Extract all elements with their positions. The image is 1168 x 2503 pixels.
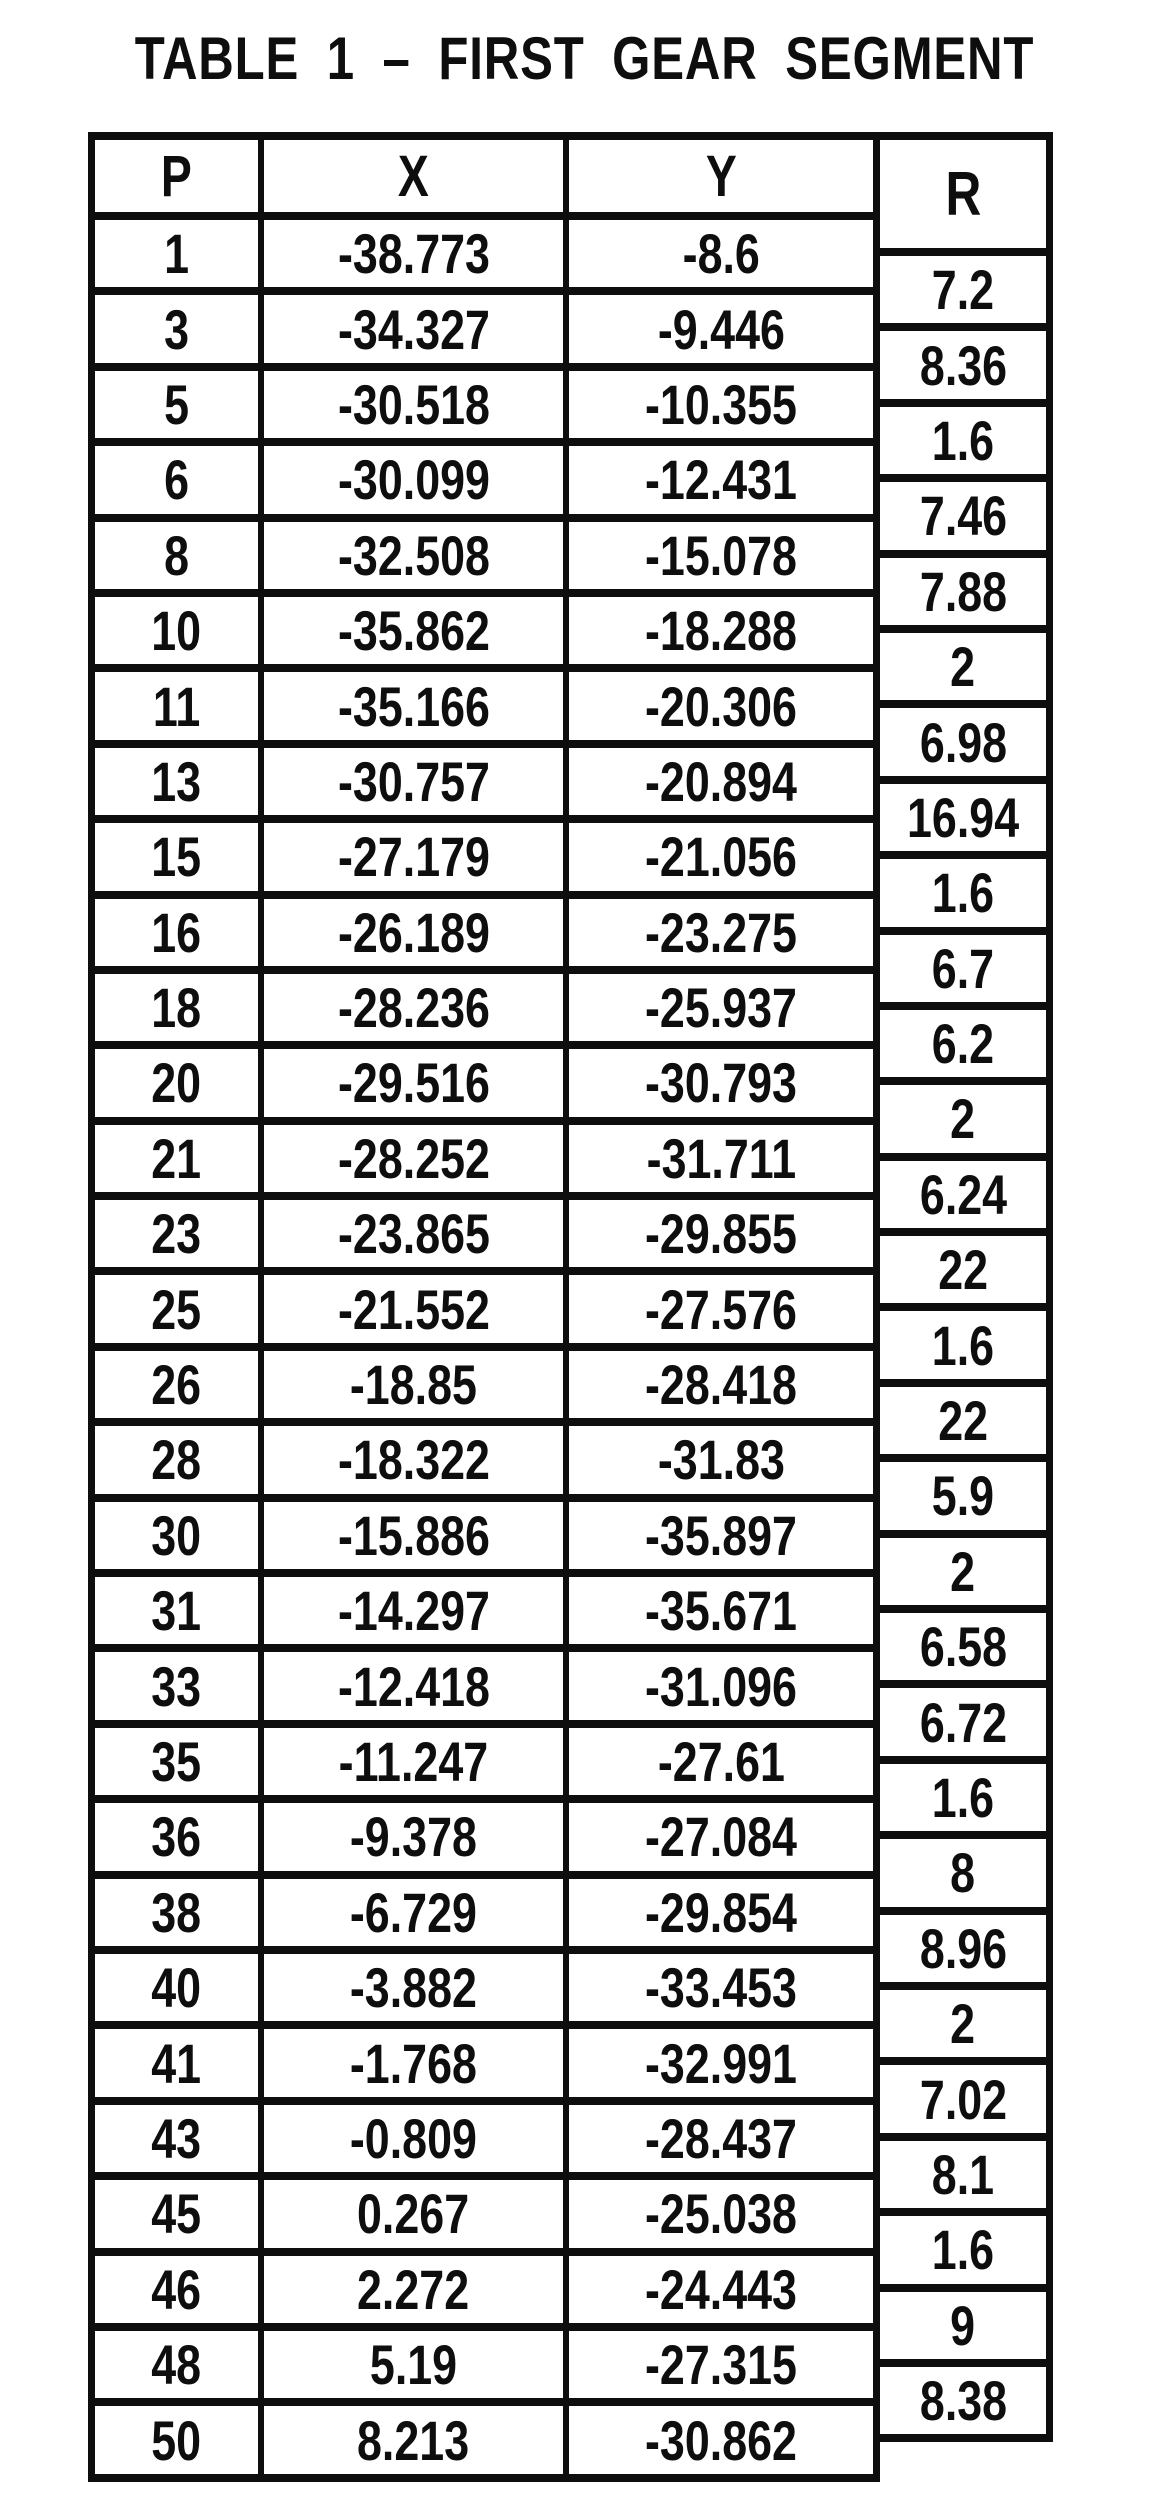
r-cell-value: 6.24 [919, 1162, 1007, 1226]
r-cell-value: 6.58 [919, 1615, 1007, 1679]
cell-p [95, 974, 264, 1041]
table-row [95, 2097, 873, 2172]
cell-p [95, 899, 264, 966]
table-row [95, 664, 873, 739]
table-row [95, 589, 873, 664]
cell-y-value: -29.854 [645, 1880, 797, 1944]
cell-y [569, 1502, 873, 1569]
cell-y [569, 2331, 873, 2398]
cell-y-value: -27.084 [645, 1805, 797, 1869]
cell-x [264, 2180, 569, 2247]
r-cell-value: 2 [950, 1539, 976, 1603]
cell-x [264, 899, 569, 966]
cell-p [95, 522, 264, 589]
r-cell [873, 1688, 1053, 1763]
r-cell [873, 1538, 1053, 1613]
r-cell-value: 7.46 [919, 484, 1007, 548]
table-row [95, 1644, 873, 1719]
cell-y-value: -10.355 [645, 372, 797, 436]
cell-x [264, 672, 569, 739]
cell-p-value: 5 [164, 372, 189, 436]
cell-p-value: 26 [151, 1353, 202, 1417]
table-row [95, 1494, 873, 1569]
cell-y [569, 1803, 873, 1870]
cell-p-value: 36 [151, 1805, 202, 1869]
cell-y [569, 823, 873, 890]
r-cell-value: 7.88 [919, 559, 1007, 623]
cell-p-value: 50 [151, 2408, 202, 2472]
cell-x-value: -27.179 [337, 825, 490, 889]
r-cell-value: 1.6 [931, 1313, 995, 1377]
cell-x-value: -30.099 [337, 448, 490, 512]
r-cell [873, 256, 1053, 331]
table-title-text: TABLE 1 – FIRST GEAR SEGMENT [134, 25, 1034, 92]
cell-x-value: -26.189 [337, 900, 490, 964]
cell-y [569, 2029, 873, 2096]
cell-x-value: 8.213 [357, 2408, 470, 2472]
table-row [95, 212, 873, 287]
table-row [95, 891, 873, 966]
r-cell-value: 8.1 [931, 2142, 995, 2206]
table-row [95, 438, 873, 513]
cell-p [95, 1502, 264, 1569]
cell-p-value: 23 [151, 1202, 202, 1266]
cell-y-value: -29.855 [645, 1202, 797, 1266]
table-row [95, 1946, 873, 2021]
cell-y-value: -32.991 [645, 2031, 797, 2095]
cell-p [95, 1275, 264, 1342]
cell-x [264, 446, 569, 513]
r-cell-value: 1.6 [931, 2218, 995, 2282]
cell-x [264, 597, 569, 664]
col-header-p [95, 140, 264, 212]
cell-y [569, 899, 873, 966]
cell-x [264, 1426, 569, 1493]
cell-y-value: -31.83 [657, 1428, 785, 1492]
cell-x-value: -28.252 [337, 1126, 490, 1190]
cell-p-value: 6 [164, 448, 189, 512]
cell-y [569, 522, 873, 589]
cell-p [95, 1803, 264, 1870]
r-cell [873, 935, 1053, 1010]
table-row [95, 1569, 873, 1644]
cell-y [569, 1577, 873, 1644]
cell-p-value: 18 [151, 976, 202, 1040]
cell-p [95, 2029, 264, 2096]
cell-p [95, 1577, 264, 1644]
cell-x [264, 1954, 569, 2021]
cell-y [569, 1954, 873, 2021]
cell-y-value: -28.437 [645, 2106, 797, 2170]
table-title [0, 24, 1168, 93]
cell-y-value: -24.443 [645, 2257, 797, 2321]
cell-p [95, 1125, 264, 1192]
cell-y [569, 2105, 873, 2172]
r-cell [873, 1915, 1053, 1990]
col-header-y-label: Y [705, 143, 737, 209]
r-cell [873, 482, 1053, 557]
cell-p-value: 1 [164, 222, 189, 286]
cell-x-value: -35.166 [337, 674, 490, 738]
r-cell [873, 2292, 1053, 2367]
cell-x [264, 1803, 569, 1870]
r-cell [873, 1085, 1053, 1160]
r-cell [873, 1462, 1053, 1537]
cell-p-value: 13 [151, 749, 202, 813]
r-cell [873, 1010, 1053, 1085]
r-cell-value: 7.02 [919, 2067, 1007, 2131]
r-cell [873, 1764, 1053, 1839]
r-cell [873, 708, 1053, 783]
cell-y [569, 446, 873, 513]
cell-p-value: 46 [151, 2257, 202, 2321]
cell-y-value: -21.056 [645, 825, 797, 889]
cell-x [264, 2105, 569, 2172]
cell-x-value: -12.418 [337, 1654, 490, 1718]
cell-x-value: -9.378 [349, 1805, 478, 1869]
cell-x [264, 2256, 569, 2323]
cell-x-value: -23.865 [337, 1202, 490, 1266]
table-row [95, 1795, 873, 1870]
cell-x-value: -30.518 [337, 372, 490, 436]
cell-x [264, 295, 569, 362]
r-cell-value: 8.38 [919, 2369, 1007, 2433]
cell-y-value: -33.453 [645, 1956, 797, 2020]
table-row [95, 1418, 873, 1493]
cell-x [264, 1200, 569, 1267]
r-cell-value: 7.2 [931, 258, 995, 322]
cell-x-value: -11.247 [338, 1730, 489, 1793]
cell-p [95, 2105, 264, 2172]
cell-x-value: -18.322 [337, 1428, 490, 1492]
cell-x-value: -38.773 [337, 222, 490, 286]
cell-y-value: -31.711 [646, 1126, 796, 1190]
r-cell-value: 22 [938, 1238, 988, 1302]
cell-y [569, 974, 873, 1041]
cell-x [264, 974, 569, 1041]
cell-p [95, 220, 264, 287]
cell-y [569, 220, 873, 287]
cell-y-value: -27.315 [645, 2333, 797, 2397]
cell-p-value: 48 [151, 2333, 202, 2397]
cell-p [95, 2406, 264, 2473]
cell-y [569, 1200, 873, 1267]
cell-y-value: -18.288 [645, 599, 797, 663]
r-cell-value: 2 [950, 1992, 976, 2056]
r-column [873, 132, 1053, 2442]
r-cell [873, 1613, 1053, 1688]
cell-x-value: -21.552 [337, 1277, 490, 1341]
r-cell [873, 784, 1053, 859]
cell-p-value: 25 [151, 1277, 202, 1341]
cell-y-value: -12.431 [645, 448, 797, 512]
r-cell-value: 8 [950, 1841, 976, 1905]
cell-x [264, 1728, 569, 1795]
r-cell [873, 1236, 1053, 1311]
table-row [95, 1267, 873, 1342]
cell-p-value: 31 [151, 1579, 202, 1643]
table-row [95, 2021, 873, 2096]
cell-p [95, 2180, 264, 2247]
cell-y-value: -23.275 [645, 900, 797, 964]
header-row [95, 140, 873, 212]
cell-x-value: -0.809 [349, 2106, 478, 2170]
table-row [95, 2172, 873, 2247]
cell-p-value: 45 [151, 2182, 202, 2246]
table-row [95, 740, 873, 815]
cell-y [569, 1652, 873, 1719]
r-cell-value: 5.9 [931, 1464, 995, 1528]
cell-y [569, 295, 873, 362]
cell-x [264, 2331, 569, 2398]
cell-x [264, 522, 569, 589]
cell-p-value: 16 [151, 900, 202, 964]
cell-y [569, 2406, 873, 2473]
cell-x [264, 823, 569, 890]
table-row [95, 1871, 873, 1946]
r-cell [873, 407, 1053, 482]
cell-x [264, 1125, 569, 1192]
col-header-y [569, 140, 873, 212]
table-row [95, 514, 873, 589]
cell-y [569, 1351, 873, 1418]
table-row [95, 815, 873, 890]
cell-x [264, 1049, 569, 1116]
cell-x [264, 1275, 569, 1342]
table-row [95, 966, 873, 1041]
cell-x-value: -3.882 [349, 1956, 478, 2020]
cell-p-value: 41 [151, 2031, 202, 2095]
cell-y [569, 748, 873, 815]
table-row [95, 1041, 873, 1116]
cell-p-value: 3 [164, 297, 189, 361]
cell-y [569, 1728, 873, 1795]
cell-x-value: -1.768 [349, 2031, 478, 2095]
cell-x-value: -30.757 [337, 749, 490, 813]
cell-x [264, 1879, 569, 1946]
r-cell-value: 2 [950, 635, 976, 699]
cell-p [95, 446, 264, 513]
cell-x-value: -15.886 [337, 1503, 490, 1567]
col-header-x [264, 140, 569, 212]
table-row [95, 2323, 873, 2398]
cell-y-value: -28.418 [645, 1353, 797, 1417]
cell-p-value: 20 [151, 1051, 202, 1115]
cell-y [569, 1275, 873, 1342]
cell-y [569, 1879, 873, 1946]
r-cell-value: 1.6 [931, 1766, 995, 1829]
cell-x-value: -28.236 [337, 976, 490, 1040]
cell-p-value: 38 [151, 1880, 202, 1944]
table-row [95, 363, 873, 438]
cell-p-value: 43 [151, 2106, 202, 2170]
cell-y-value: -8.6 [682, 222, 760, 286]
cell-p-value: 28 [151, 1428, 202, 1492]
cell-p-value: 10 [151, 599, 202, 663]
cell-p [95, 748, 264, 815]
r-cell-value: 9 [950, 2293, 976, 2357]
table-row [95, 1343, 873, 1418]
r-cell [873, 1387, 1053, 1462]
cell-y-value: -35.671 [645, 1579, 797, 1643]
r-column-header [873, 132, 1053, 256]
cell-p-value: 15 [151, 825, 202, 889]
table-row [95, 2398, 873, 2473]
r-cell [873, 558, 1053, 633]
cell-p-value: 35 [151, 1730, 202, 1793]
r-cell-value: 1.6 [931, 861, 995, 925]
cell-y-value: -25.038 [645, 2182, 797, 2246]
cell-p [95, 823, 264, 890]
cell-p-value: 40 [151, 1956, 202, 2020]
cell-x-value: -6.729 [349, 1880, 478, 1944]
cell-y-value: -27.576 [645, 1277, 797, 1341]
cell-p [95, 1426, 264, 1493]
col-header-p-label: P [161, 143, 192, 209]
cell-p [95, 1200, 264, 1267]
cell-p [95, 1652, 264, 1719]
r-cell [873, 1990, 1053, 2065]
cell-p [95, 597, 264, 664]
table-row [95, 287, 873, 362]
cell-y-value: -27.61 [657, 1730, 785, 1793]
cell-y [569, 2256, 873, 2323]
cell-x [264, 2029, 569, 2096]
cell-y [569, 1049, 873, 1116]
cell-x-value: -29.516 [337, 1051, 490, 1115]
cell-x-value: 0.267 [357, 2182, 470, 2246]
r-cell-value: 22 [938, 1389, 988, 1453]
cell-y [569, 672, 873, 739]
r-cell-value: 6.2 [931, 1012, 995, 1076]
cell-x [264, 1577, 569, 1644]
table-row [95, 1117, 873, 1192]
r-column-body [873, 256, 1053, 2442]
r-cell-value: 6.98 [919, 710, 1007, 774]
cell-y-value: -31.096 [645, 1654, 797, 1718]
cell-y-value: -9.446 [657, 297, 785, 361]
table-row [95, 2248, 873, 2323]
cell-p [95, 1728, 264, 1795]
cell-p [95, 1954, 264, 2021]
r-cell [873, 2065, 1053, 2140]
cell-p [95, 371, 264, 438]
cell-y-value: -35.897 [645, 1503, 797, 1567]
r-cell [873, 2141, 1053, 2216]
cell-x [264, 371, 569, 438]
cell-x [264, 748, 569, 815]
cell-p [95, 1879, 264, 1946]
r-cell-value: 16.94 [906, 785, 1020, 849]
cell-x-value: -35.862 [337, 599, 490, 663]
cell-x-value: -14.297 [337, 1579, 490, 1643]
cell-p [95, 1049, 264, 1116]
cell-y [569, 1426, 873, 1493]
cell-x-value: -34.327 [337, 297, 490, 361]
cell-y-value: -30.862 [645, 2408, 797, 2472]
r-cell [873, 1161, 1053, 1236]
table-body [95, 212, 873, 2474]
cell-y [569, 371, 873, 438]
r-cell-value: 6.7 [931, 936, 995, 1000]
r-cell [873, 2216, 1053, 2291]
cell-y-value: -30.793 [645, 1051, 797, 1115]
cell-y [569, 2180, 873, 2247]
cell-p-value: 8 [164, 523, 189, 587]
cell-x [264, 220, 569, 287]
cell-y-value: -25.937 [645, 976, 797, 1040]
cell-p [95, 2256, 264, 2323]
r-cell [873, 633, 1053, 708]
r-column-header-label: R [945, 159, 981, 229]
cell-p-value: 33 [151, 1654, 202, 1718]
pxy-table [88, 132, 880, 2482]
r-cell-value: 8.36 [919, 333, 1007, 397]
cell-y-value: -20.306 [645, 674, 797, 738]
col-header-x-label: X [398, 143, 429, 209]
cell-x-value: 5.19 [369, 2333, 458, 2397]
table-row [95, 1720, 873, 1795]
cell-y-value: -20.894 [645, 749, 797, 813]
cell-x-value: -18.85 [349, 1353, 478, 1417]
cell-p [95, 2331, 264, 2398]
cell-x [264, 1351, 569, 1418]
r-cell-value: 6.72 [919, 1690, 1007, 1754]
cell-p-value: 21 [151, 1126, 202, 1190]
cell-p-value: 30 [151, 1503, 202, 1567]
cell-x [264, 1502, 569, 1569]
r-cell [873, 1839, 1053, 1914]
cell-p-value: 11 [152, 674, 201, 738]
cell-x-value: 2.272 [357, 2257, 470, 2321]
table-row [95, 1192, 873, 1267]
cell-x [264, 1652, 569, 1719]
r-cell [873, 1311, 1053, 1386]
r-cell [873, 2367, 1053, 2442]
r-cell-value: 8.96 [919, 1916, 1007, 1980]
cell-p [95, 1351, 264, 1418]
r-cell-value: 2 [950, 1087, 976, 1151]
r-cell-value: 1.6 [931, 408, 995, 472]
r-cell [873, 859, 1053, 934]
r-cell [873, 331, 1053, 406]
cell-p [95, 672, 264, 739]
cell-p [95, 295, 264, 362]
cell-x-value: -32.508 [337, 523, 490, 587]
cell-y [569, 597, 873, 664]
cell-x [264, 2406, 569, 2473]
cell-y-value: -15.078 [645, 523, 797, 587]
cell-y [569, 1125, 873, 1192]
